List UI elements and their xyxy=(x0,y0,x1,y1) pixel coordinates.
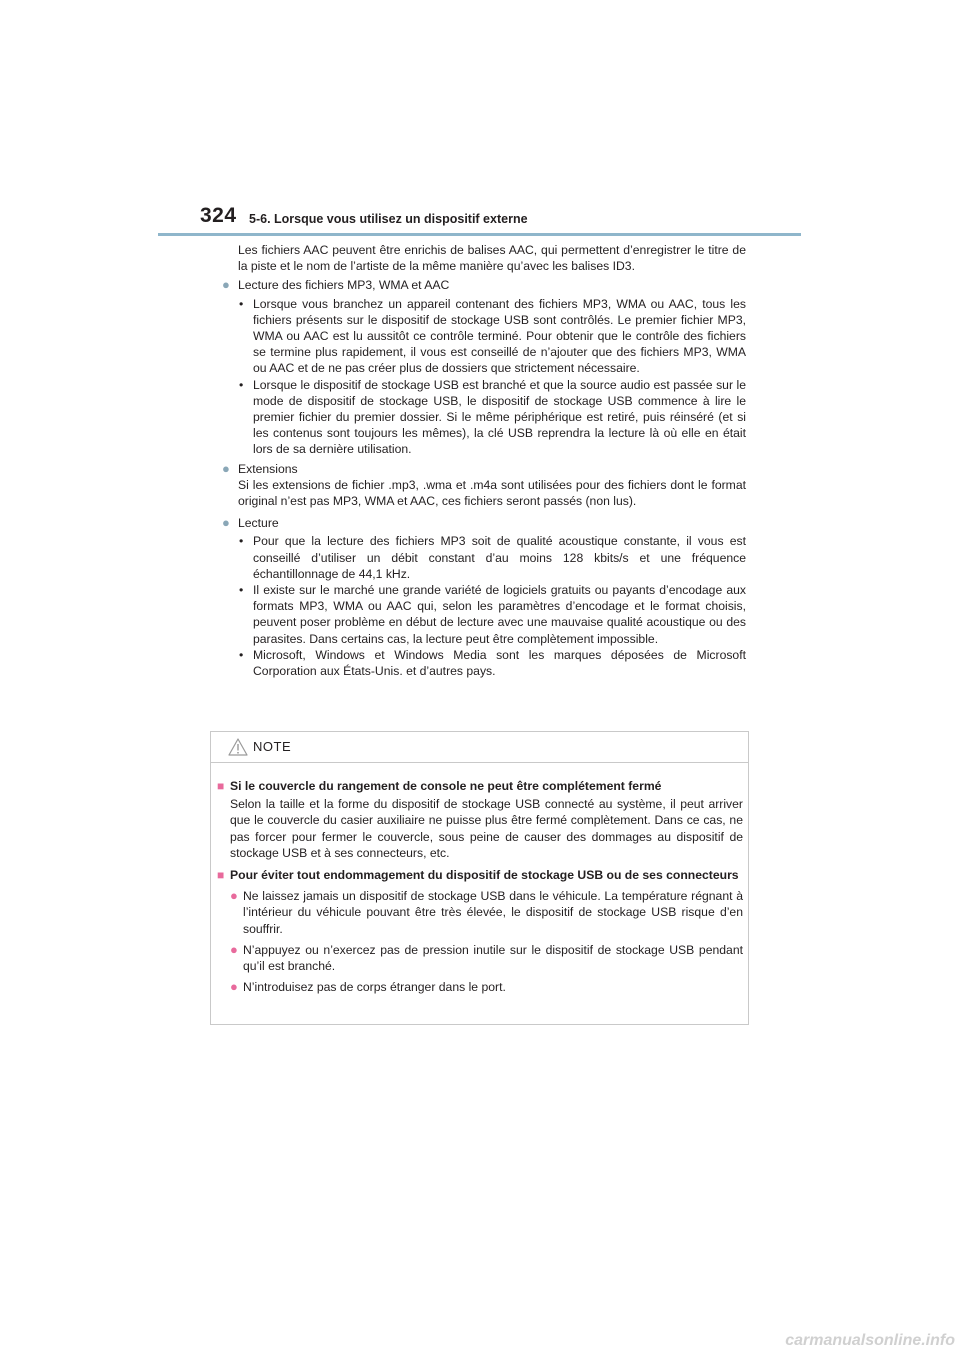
sub-bullet-icon: • xyxy=(239,296,244,311)
section-heading-extensions xyxy=(222,461,746,477)
section-heading-label: Lecture des fichiers MP3, WMA et AAC xyxy=(238,278,450,293)
sub-list xyxy=(222,296,746,458)
note-section-heading xyxy=(217,778,743,794)
sub-bullet-icon: • xyxy=(239,583,244,598)
note-list-item xyxy=(217,942,743,974)
sub-bullet-icon: • xyxy=(239,647,244,662)
extensions-paragraph: Si les extensions de fichier .mp3, .wma et .m4a sont utilisées pour des fichiers dont le format original n’est pas MP3, WMA et AAC, ces fichiers seront passés (non lus). xyxy=(238,477,746,509)
list-item-text: Microsoft, Windows et Windows Media sont les marques déposées de Microsoft Corporation aux États-Unis. et d’autres pays. xyxy=(253,647,746,679)
page-number: 324 xyxy=(200,204,237,227)
list-item xyxy=(238,533,746,582)
sub-bullet-icon: • xyxy=(239,534,244,549)
list-item xyxy=(238,582,746,647)
bullet-icon: ● xyxy=(222,460,230,476)
square-bullet-icon: ■ xyxy=(217,779,225,793)
note-list-item xyxy=(217,979,743,995)
main-content xyxy=(222,242,746,679)
list-item-text: Il existe sur le marché une grande variété de logiciels gratuits ou payants d’encodage aux formats MP3, WMA ou AAC qui, selon les paramètres d’encodage et le format choisis, peuvent poser problème en début de lecture avec une mauvaise qualité acoustique ou des parasites. Dans certains cas, la lecture peut être complètement impossible. xyxy=(253,583,746,646)
bullet-icon: ● xyxy=(230,888,238,904)
list-item xyxy=(238,377,746,458)
watermark: carmanualsonline.info xyxy=(785,1332,955,1349)
list-item xyxy=(238,647,746,679)
list-item-text: Pour que la lecture des fichiers MP3 soit de qualité acoustique constante, il vous est conseillé d’utiliser un débit constant d’au moins 128 kbits/s et une fréquence échantillonnage de 44,1 kHz. xyxy=(253,534,746,581)
intro-paragraph: Les fichiers AAC peuvent être enrichis de balises AAC, qui permettent d’enregistrer le titre de la piste et le nom de l’artiste de la même manière qu’avec les balises ID3. xyxy=(238,243,746,274)
header-rule xyxy=(158,233,801,236)
sub-list xyxy=(222,533,746,679)
note-box xyxy=(210,731,749,1025)
bullet-icon: ● xyxy=(230,979,238,995)
note-heading: Si le couvercle du rangement de console ne peut être complétement fermé xyxy=(230,779,662,793)
bullet-icon: ● xyxy=(230,941,238,957)
note-header xyxy=(211,732,748,763)
warning-icon xyxy=(228,738,248,756)
note-list-item-text: N’appuyez ou n’exercez pas de pression inutile sur le dispositif de stockage USB pendant qu’il est branché. xyxy=(243,942,743,974)
list-item-text: Lorsque vous branchez un appareil contenant des fichiers MP3, WMA ou AAC, tous les fichiers présents sur le dispositif de stockage USB sont contrôlés. Le premier fichier MP3, WMA ou AAC est lu aussitôt ce contrôle terminé. Pour obtenir que le contrôle des fichiers se termine plus rapidement, il vous est conseillé de n’ajouter que des fichiers MP3, WMA ou AAC et de ne pas créer plus de dossiers que strictement nécessaire. xyxy=(253,296,746,376)
bullet-icon: ● xyxy=(222,277,230,293)
note-heading: Pour éviter tout endommagement du dispositif de stockage USB ou de ses connecteurs xyxy=(230,868,739,883)
note-label: NOTE xyxy=(253,739,292,754)
note-list-item-text: N’introduisez pas de corps étranger dans le port. xyxy=(243,980,506,995)
section-heading-mp3 xyxy=(222,277,746,293)
square-bullet-icon: ■ xyxy=(217,868,225,883)
list-item-text: Lorsque le dispositif de stockage USB est branché et que la source audio est passée sur le mode de dispositif de stockage USB, le dispositif de stockage USB commence à lire le premier fichier du premier dossier. Si le même périphérique est retiré, puis réinséré (et si les contenus sont toujours les mêmes), la clé USB reprendra la lecture là où elle en était lors de sa dernière utilisation. xyxy=(253,377,746,457)
section-heading-label: Lecture xyxy=(238,516,279,531)
note-body xyxy=(217,774,743,995)
list-item xyxy=(238,296,746,377)
note-paragraph: Selon la taille et la forme du dispositif de stockage USB connecté au système, il peut arriver que le couvercle du casier auxiliaire ne puisse plus être fermé complètement. Dans ce cas, ne pas forcer pour fermer le couvercle, sous peine de causer des dommages au dispositif de stockage USB et à ses connecteurs, etc. xyxy=(230,797,743,860)
note-list-item-text: Ne laissez jamais un dispositif de stockage USB dans le véhicule. La température régnant à l’intérieur du véhicule pouvant être très élevée, le dispositif de stockage USB risque d’en souffrir. xyxy=(243,889,743,936)
section-heading-lecture xyxy=(222,515,746,531)
bullet-icon: ● xyxy=(222,515,230,531)
sub-bullet-icon: • xyxy=(239,377,244,392)
note-section-heading xyxy=(217,867,743,883)
section-heading-label: Extensions xyxy=(238,461,298,476)
section-title: 5-6. Lorsque vous utilisez un dispositif externe xyxy=(249,212,528,226)
note-list-item xyxy=(217,888,743,937)
